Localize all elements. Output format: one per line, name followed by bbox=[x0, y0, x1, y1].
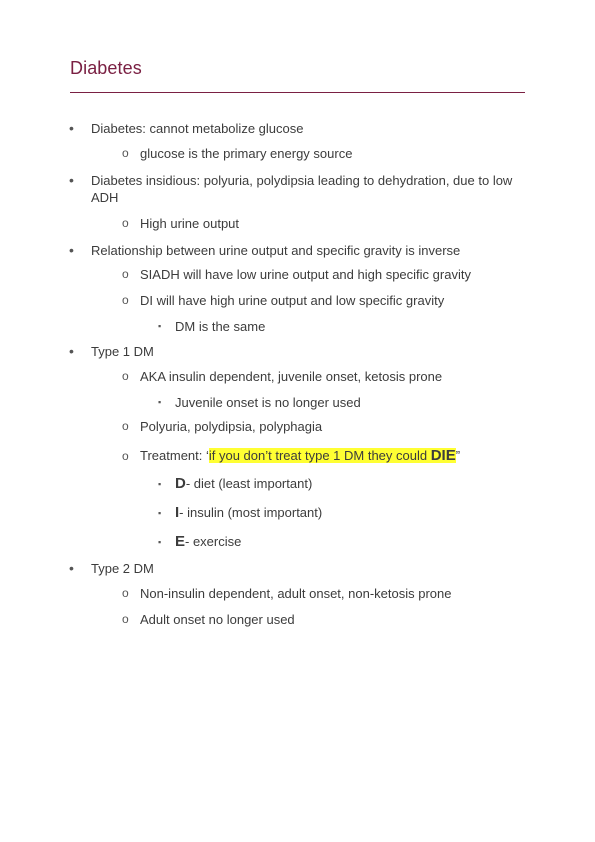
treatment-highlight bbox=[209, 448, 456, 463]
bullet-level3: ▪ bbox=[158, 479, 162, 489]
list-item: DI will have high urine output and low specific gravity bbox=[140, 293, 445, 308]
bullet-level1: • bbox=[69, 343, 74, 359]
bullet-level1: • bbox=[69, 172, 74, 188]
bullet-level1: • bbox=[69, 560, 74, 576]
list-item: glucose is the primary energy source bbox=[140, 146, 353, 161]
bullet-level2: o bbox=[122, 419, 129, 433]
die-letter: E bbox=[175, 533, 186, 550]
page-title: Diabetes bbox=[70, 58, 142, 78]
die-letter: D bbox=[175, 475, 186, 492]
list-item: SIADH will have low urine output and high specific gravity bbox=[140, 267, 471, 282]
bullet-level3: ▪ bbox=[158, 508, 162, 518]
bullet-level3: ▪ bbox=[158, 397, 162, 407]
die-text: - insulin (most important) bbox=[179, 505, 323, 520]
type2-sub-item: Non-insulin dependent, adult onset, non-ketosis prone bbox=[140, 586, 452, 601]
treatment-line bbox=[140, 447, 460, 464]
list-item: Juvenile onset is no longer used bbox=[175, 395, 361, 410]
bullet-level3: ▪ bbox=[158, 537, 162, 547]
bullet-level2: o bbox=[122, 369, 129, 383]
title-underline bbox=[70, 92, 525, 93]
bullet-level2: o bbox=[122, 146, 129, 160]
list-item: Diabetes: cannot metabolize glucose bbox=[91, 121, 304, 136]
type2-heading: Type 2 DM bbox=[91, 561, 154, 576]
bullet-level1: • bbox=[69, 242, 74, 258]
die-item-e bbox=[175, 533, 241, 550]
bullet-level1: • bbox=[69, 120, 74, 136]
die-letter: I bbox=[175, 504, 180, 521]
treatment-suffix: ” bbox=[455, 448, 461, 463]
bullet-level2: o bbox=[122, 267, 129, 281]
list-item: Type 1 DM bbox=[91, 344, 154, 359]
list-item: Diabetes insidious: polyuria, polydipsia leading to dehydration, due to low ADH bbox=[91, 173, 513, 205]
list-item: Polyuria, polydipsia, polyphagia bbox=[140, 419, 323, 434]
treatment-die: DIE bbox=[430, 447, 456, 464]
treatment-prefix: Treatment: ‘ bbox=[140, 448, 209, 463]
die-item-d bbox=[175, 475, 312, 492]
treatment-highlight-text: if you don’t treat type 1 DM they could bbox=[208, 448, 431, 463]
bullet-level2: o bbox=[122, 586, 129, 600]
bullet-level3: ▪ bbox=[158, 321, 162, 331]
type2-sub-item: Adult onset no longer used bbox=[140, 612, 295, 627]
die-text: - exercise bbox=[185, 534, 242, 549]
die-item-i bbox=[175, 504, 322, 521]
list-item: AKA insulin dependent, juvenile onset, ketosis prone bbox=[140, 369, 443, 384]
list-item: High urine output bbox=[140, 216, 240, 231]
bullet-level2: o bbox=[122, 449, 129, 463]
bullet-level2: o bbox=[122, 293, 129, 307]
list-item: DM is the same bbox=[175, 319, 266, 334]
bullet-level2: o bbox=[122, 216, 129, 230]
die-text: - diet (least important) bbox=[185, 476, 313, 491]
bullet-level2: o bbox=[122, 612, 129, 626]
list-item: Relationship between urine output and specific gravity is inverse bbox=[91, 243, 461, 258]
